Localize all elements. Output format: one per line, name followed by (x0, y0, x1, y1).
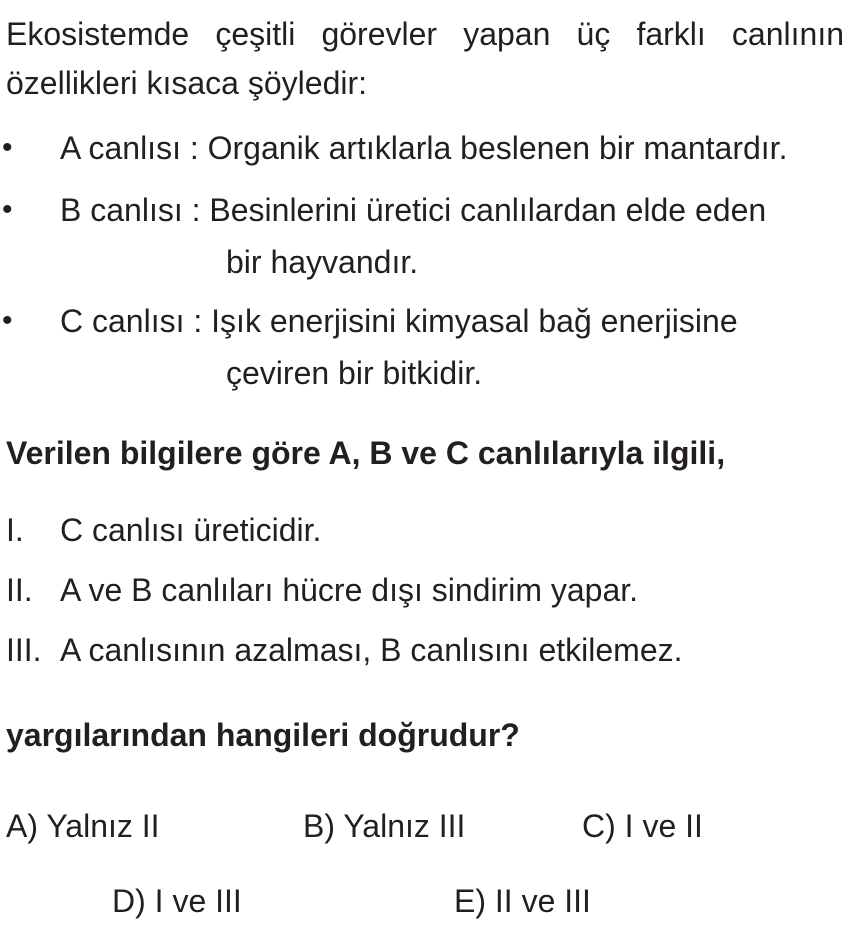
statement-number: II. (6, 572, 33, 608)
bullet-first-line: Besinlerini üretici canlılardan elde eden (209, 192, 767, 228)
choice-text: Yalnız II (46, 808, 160, 844)
question-stem: Verilen bilgilere göre A, B ve C canlılarıyla ilgili, (6, 435, 726, 471)
choice-a[interactable] (6, 803, 160, 849)
bullet-label-text: B canlısı : (60, 192, 201, 228)
bullet-continuation (226, 348, 856, 398)
bullet-label (60, 125, 787, 171)
bullet-symbol: • (2, 131, 13, 164)
bullet-symbol: • (2, 304, 13, 337)
question-prompt: yargılarından hangileri doğrudur? (6, 717, 520, 753)
choice-text: I ve III (154, 883, 242, 919)
statement-text: A ve B canlıları hücre dışı sindirim yapar. (60, 572, 639, 608)
bullet-symbol: • (2, 193, 13, 226)
question-intro: Ekosistemde çeşitli görevler yapan üç farklı canlının özellikleri kısaca şöyledir: (6, 16, 844, 101)
choice-letter: A) (6, 808, 38, 844)
bullet-line: çeviren bir bitkidir. (226, 355, 483, 391)
bullet-first-line: Işık enerjisini kimyasal bağ enerjisine (211, 303, 738, 339)
choice-d[interactable] (112, 878, 242, 924)
choice-letter: C) (582, 808, 616, 844)
choice-letter: E) (454, 883, 486, 919)
choice-text: Yalnız III (343, 808, 466, 844)
bullet-continuation (226, 237, 856, 287)
bullet-label-text: A canlısı : (60, 130, 199, 166)
choice-e[interactable] (454, 878, 591, 924)
choice-b[interactable] (303, 803, 465, 849)
choice-letter: B) (303, 808, 335, 844)
statement-number: I. (6, 512, 24, 548)
bullet-label (60, 298, 738, 344)
choice-c[interactable] (582, 803, 703, 849)
statement-text: C canlısı üreticidir. (60, 512, 322, 548)
bullet-label (60, 187, 766, 233)
bullet-line: bir hayvandır. (226, 244, 419, 280)
choice-text: I ve II (624, 808, 703, 844)
statement-number: III. (6, 632, 42, 668)
choice-text: II ve III (494, 883, 591, 919)
statement-text: A canlısının azalması, B canlısını etkilemez. (60, 632, 683, 668)
bullet-label-text: C canlısı : (60, 303, 203, 339)
bullet-first-line: Organik artıklarla beslenen bir mantardır. (207, 130, 788, 166)
choice-letter: D) (112, 883, 146, 919)
